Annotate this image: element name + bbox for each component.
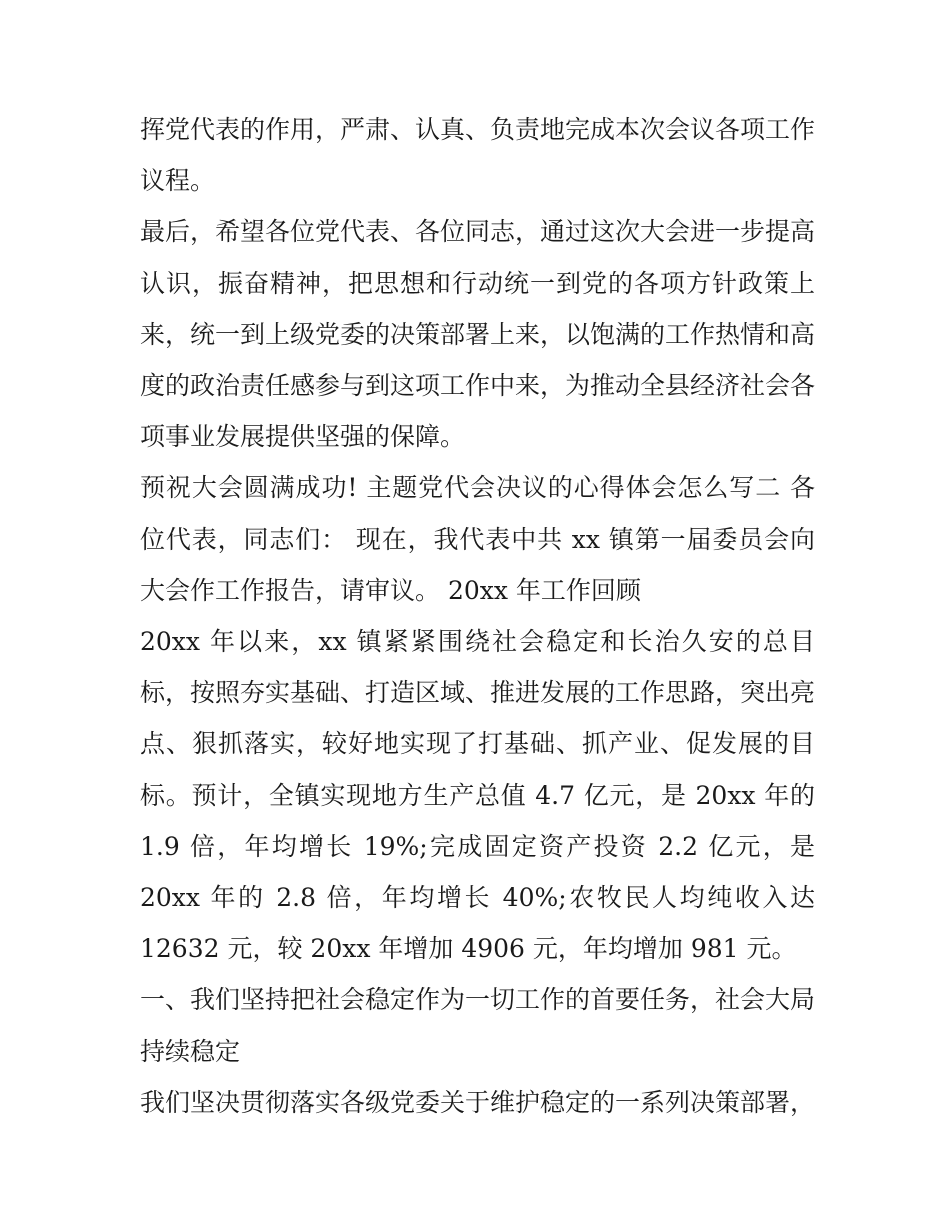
paragraph-stability-start: 我们坚决贯彻落实各级党委关于维护稳定的一系列决策部署， xyxy=(140,1087,816,1117)
paragraph-work-review: 20xx 年以来，xx 镇紧紧围绕社会稳定和长治久安的总目标，按照夯实基础、打造区域、推进发展的工作思路，突出亮点、狠抓落实，较好地实现了打基础、抓产业、促发展的目标。预计，全镇实现地方生产总值 4.7 亿元，是 20xx 年的 1.9 倍，年均增长 19%;完成固定资产投资 2.2 亿元，是 20xx 年的 2.8 倍，年均增长 40%;农牧民人均纯收入达 12632 元，较 20xx 年增加 4906 元，年均增加 981 元。 xyxy=(140,627,816,964)
section-heading-stability: 一、我们坚持把社会稳定作为一切工作的首要任务，社会大局持续稳定 xyxy=(140,985,816,1066)
document-body xyxy=(140,104,815,1128)
paragraph-report-intro: 预祝大会圆满成功! 主题党代会决议的心得体会怎么写二 各位代表，同志们： 现在，我代表中共 xx 镇第一届委员会向大会作工作报告，请审议。 20xx 年工作回顾 xyxy=(140,473,815,605)
paragraph-final-hopes: 最后，希望各位党代表、各位同志，通过这次大会进一步提高认识，振奋精神，把思想和行动统一到党的各项方针政策上来，统一到上级党委的决策部署上来，以饱满的工作热情和高度的政治责任感参与到这项工作中来，为推动全县经济社会各项事业发展提供坚强的保障。 xyxy=(140,217,816,452)
paragraph-closing-agenda: 挥党代表的作用，严肃、认真、负责地完成本次会议各项工作议程。 xyxy=(140,115,816,196)
